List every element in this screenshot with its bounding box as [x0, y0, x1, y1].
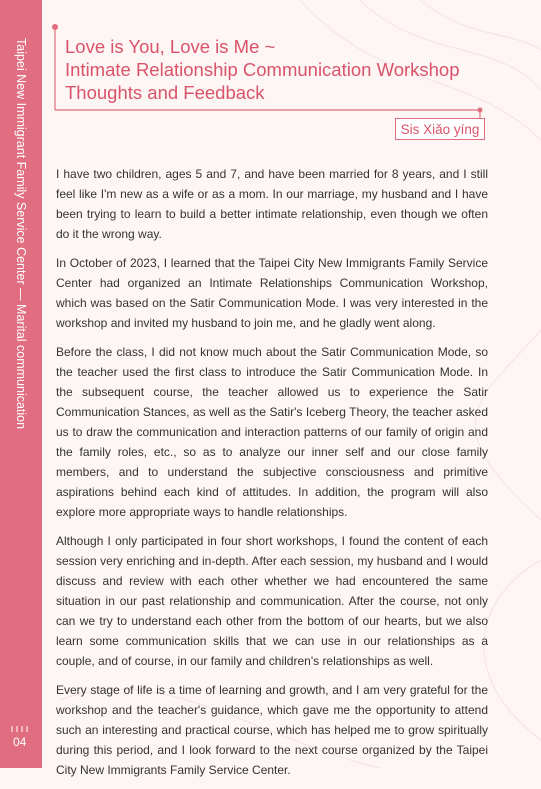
- paragraph: I have two children, ages 5 and 7, and have been married for 8 years, and I still feel like I'm new as a wife or as a mom. In our marriage, my husband and I have been trying to learn to build a better intimate relationship, even though we often do it the wrong way.: [56, 167, 488, 241]
- page-number-text: 04: [13, 735, 27, 749]
- paragraph: In October of 2023, I learned that the Taipei City New Immigrants Family Service Center had organized an Intimate Relationships Communication Workshop, which was based on the Satir Communication Mode. I was very interested in the workshop and invited my husband to join me, and he gladly went along.: [56, 256, 488, 330]
- side-bar: [0, 0, 42, 768]
- page-number: [10, 726, 32, 756]
- title-line: Love is You, Love is Me ~: [65, 36, 276, 57]
- author-badge: Sis Xiǎo yíng: [395, 118, 485, 140]
- paragraph: Before the class, I did not know much about the Satir Communication Mode, so the teacher used the first class to introduce the Satir Communication Mode. In the subsequent course, the teacher allowed us to experience the Satir Communication Stances, as well as the Satir's Iceberg Theory, the teacher asked us to draw the communication and interaction patterns of our family of origin and the family roles, etc., so as to analyze our inner self and our close family members, and to understand the subjective consciousness and primitive aspirations behind each kind of attitudes. In addition, the program will also explore more appropriate ways to handle relationships.: [56, 345, 488, 519]
- title-line: Intimate Relationship Communication Workshop: [65, 59, 460, 80]
- title-line: Thoughts and Feedback: [65, 82, 265, 103]
- paragraph: Although I only participated in four short workshops, I found the content of each session very enriching and in-depth. After each session, my husband and I would discuss and review with each other whether we had encountered the same situation in our past relationship and communication. After the course, not only can we try to understand each other from the bottom of our hearts, but we also learn some communication skills that we can use in our relationships as a couple, and of course, in our family and children's relationships as well.: [56, 534, 488, 668]
- page-number-ticks: [10, 726, 32, 732]
- page-title: [65, 35, 480, 104]
- article-body: [56, 164, 488, 789]
- paragraph: Every stage of life is a time of learning and growth, and I am very grateful for the workshop and the teacher's guidance, which gave me the opportunity to attend such an interesting and practical course, which has helped me to grow spiritually during this period, and I look forward to the next course organized by the Taipei City New Immigrants Family Service Center.: [56, 683, 488, 777]
- section-label: Taipei New Immigrant Family Service Center — Marital communication: [14, 38, 28, 430]
